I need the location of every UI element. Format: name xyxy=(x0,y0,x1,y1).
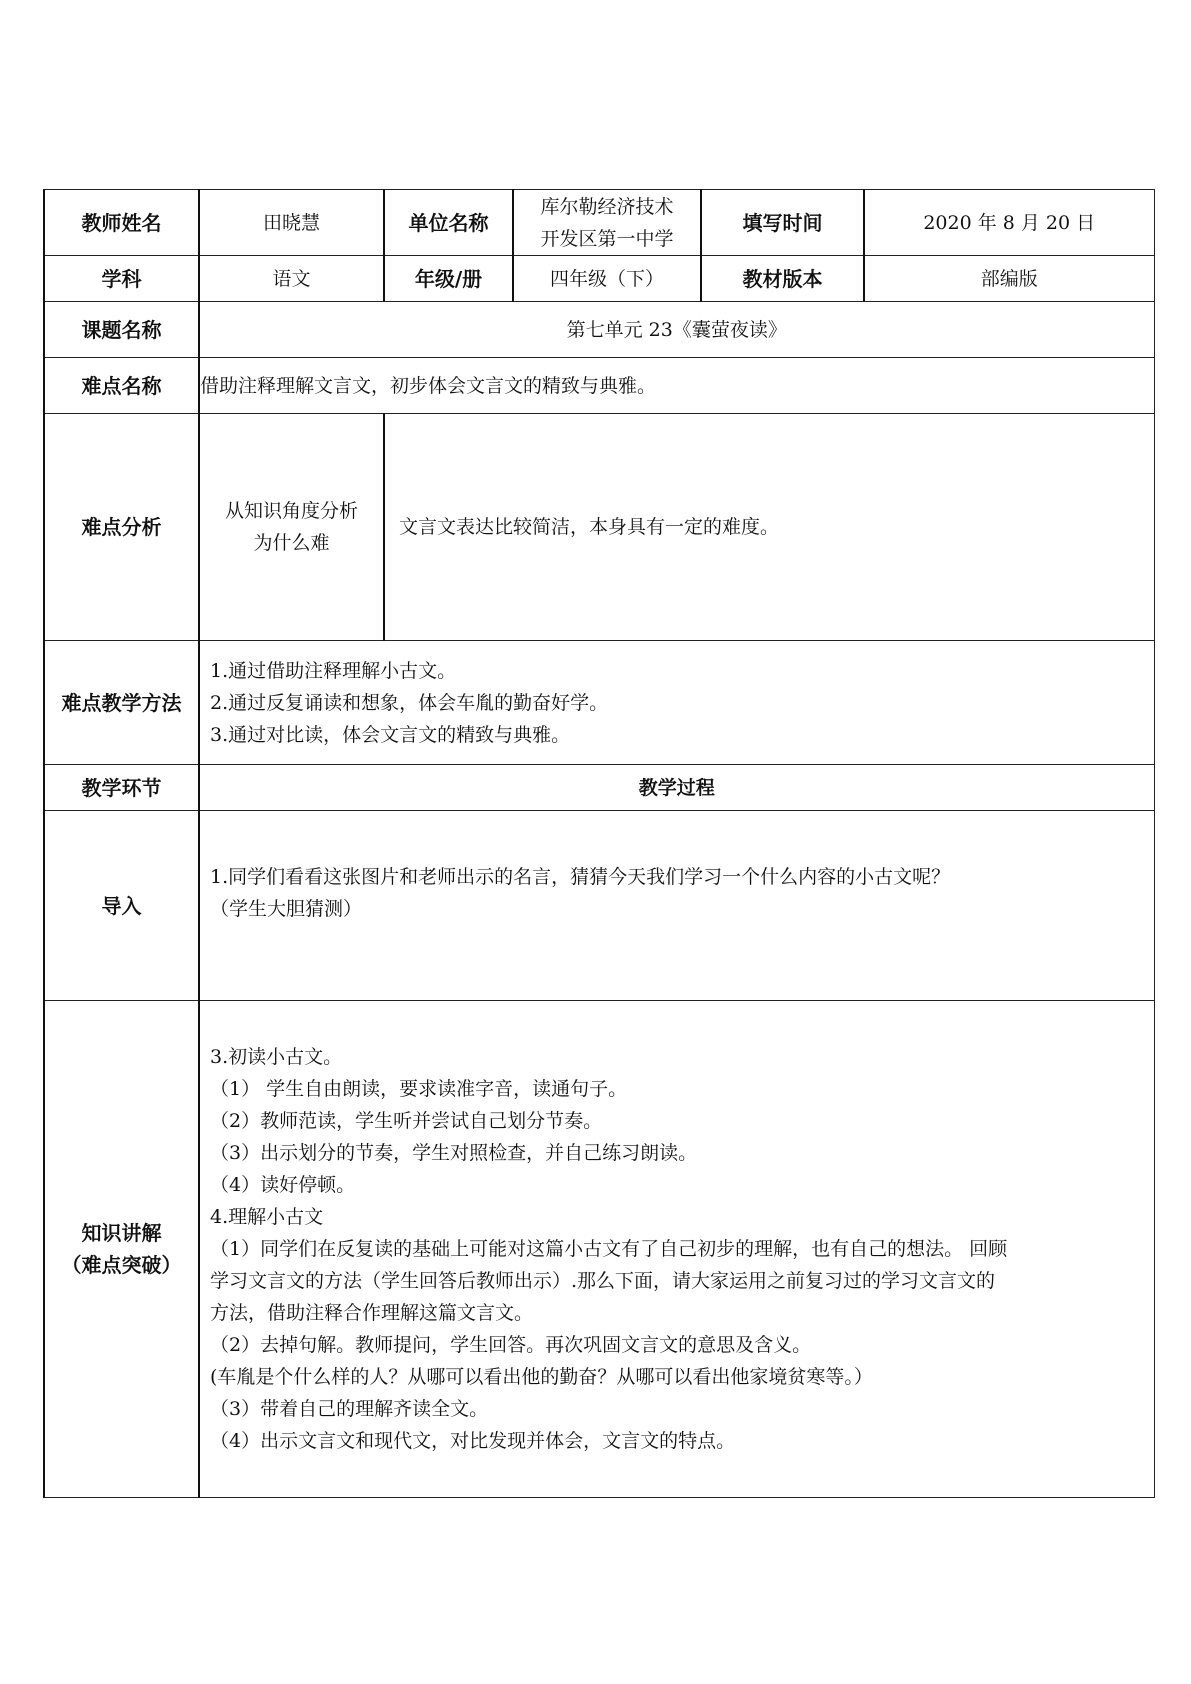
teacher-name-label: 教师姓名 xyxy=(44,190,199,256)
subject-value: 语文 xyxy=(199,256,384,302)
analysis-sub-label-line-1: 从知识角度分析 xyxy=(224,500,358,522)
intro-label: 导入 xyxy=(44,811,199,1001)
method-row xyxy=(44,641,1154,765)
unit-name-line-1: 库尔勒经济技术 xyxy=(540,195,674,218)
knowledge-label-line-2: （难点突破） xyxy=(61,1253,182,1277)
intro-line: 1.同学们看看这张图片和老师出示的名言，猜猜今天我们学习一个什么内容的小古文呢？ xyxy=(210,865,951,888)
knowledge-line: （4）出示文言文和现代文，对比发现并体会，文言文的特点。 xyxy=(210,1430,736,1452)
process-label: 教学过程 xyxy=(199,765,1154,811)
topic-value: 第七单元 23《囊萤夜读》 xyxy=(199,302,1154,358)
intro-line: （学生大胆猜测） xyxy=(210,897,363,920)
knowledge-line: （1）同学们在反复读的基础上可能对这篇小古文有了自己初步的理解，也有自己的想法。 回顾 xyxy=(210,1238,1008,1260)
knowledge-line: 4.理解小古文 xyxy=(210,1206,324,1228)
topic-label: 课题名称 xyxy=(44,302,199,358)
knowledge-line: （1） 学生自由朗读，要求读准字音，读通句子。 xyxy=(210,1078,628,1100)
difficulty-row xyxy=(44,358,1154,414)
knowledge-content xyxy=(199,1001,1154,1498)
teacher-name-value: 田晓慧 xyxy=(199,190,384,256)
knowledge-line: （4）读好停顿。 xyxy=(210,1174,356,1196)
difficulty-value: 借助注释理解文言文，初步体会文言文的精致与典雅。 xyxy=(199,358,1154,414)
method-item: 2.通过反复诵读和想象，体会车胤的勤奋好学。 xyxy=(210,691,609,714)
knowledge-line: （3）出示划分的节奏，学生对照检查，并自己练习朗读。 xyxy=(210,1142,698,1164)
analysis-label: 难点分析 xyxy=(44,414,199,641)
knowledge-line: （3）带着自己的理解齐读全文。 xyxy=(210,1398,489,1420)
analysis-sub-label-line-2: 为什么难 xyxy=(253,532,330,554)
header-row-2 xyxy=(44,256,1154,302)
fill-date-label: 填写时间 xyxy=(701,190,864,256)
knowledge-line: 3.初读小古文。 xyxy=(210,1046,343,1068)
knowledge-line: （2）教师范读，学生听并尝试自己划分节奏。 xyxy=(210,1110,603,1132)
knowledge-label-line-1: 知识讲解 xyxy=(81,1221,162,1245)
method-item: 3.通过对比读，体会文言文的精致与典雅。 xyxy=(210,723,571,746)
analysis-row xyxy=(44,414,1154,641)
fill-date-value: 2020 年 8 月 20 日 xyxy=(864,190,1154,256)
intro-content xyxy=(199,811,1154,1001)
analysis-sub-label xyxy=(199,414,384,641)
unit-name-label: 单位名称 xyxy=(384,190,513,256)
topic-row xyxy=(44,302,1154,358)
method-item: 1.通过借助注释理解小古文。 xyxy=(210,659,457,682)
edition-label: 教材版本 xyxy=(701,256,864,302)
unit-name-line-2: 开发区第一中学 xyxy=(540,227,674,250)
knowledge-label xyxy=(44,1001,199,1498)
knowledge-line: （2）去掉句解。教师提问，学生回答。再次巩固文言文的意思及含义。 xyxy=(210,1334,812,1356)
knowledge-line: (车胤是个什么样的人？从哪可以看出他的勤奋？从哪可以看出他家境贫寒等。） xyxy=(210,1366,873,1388)
grade-value: 四年级（下） xyxy=(513,256,701,302)
knowledge-row xyxy=(44,1001,1154,1498)
analysis-value: 文言文表达比较简洁，本身具有一定的难度。 xyxy=(384,414,1154,641)
method-label: 难点教学方法 xyxy=(44,641,199,765)
process-header-row xyxy=(44,765,1154,811)
lesson-plan-table xyxy=(43,189,1155,1498)
grade-label: 年级/册 xyxy=(384,256,513,302)
header-row-1 xyxy=(44,190,1154,256)
subject-label: 学科 xyxy=(44,256,199,302)
difficulty-label: 难点名称 xyxy=(44,358,199,414)
knowledge-line: 方法，借助注释合作理解这篇文言文。 xyxy=(210,1302,534,1324)
intro-row xyxy=(44,811,1154,1001)
method-list xyxy=(199,641,1154,765)
unit-name-value xyxy=(513,190,701,256)
edition-value: 部编版 xyxy=(864,256,1154,302)
stage-label: 教学环节 xyxy=(44,765,199,811)
knowledge-line: 学习文言文的方法（学生回答后教师出示）.那么下面，请大家运用之前复习过的学习文言文的 xyxy=(210,1270,996,1292)
